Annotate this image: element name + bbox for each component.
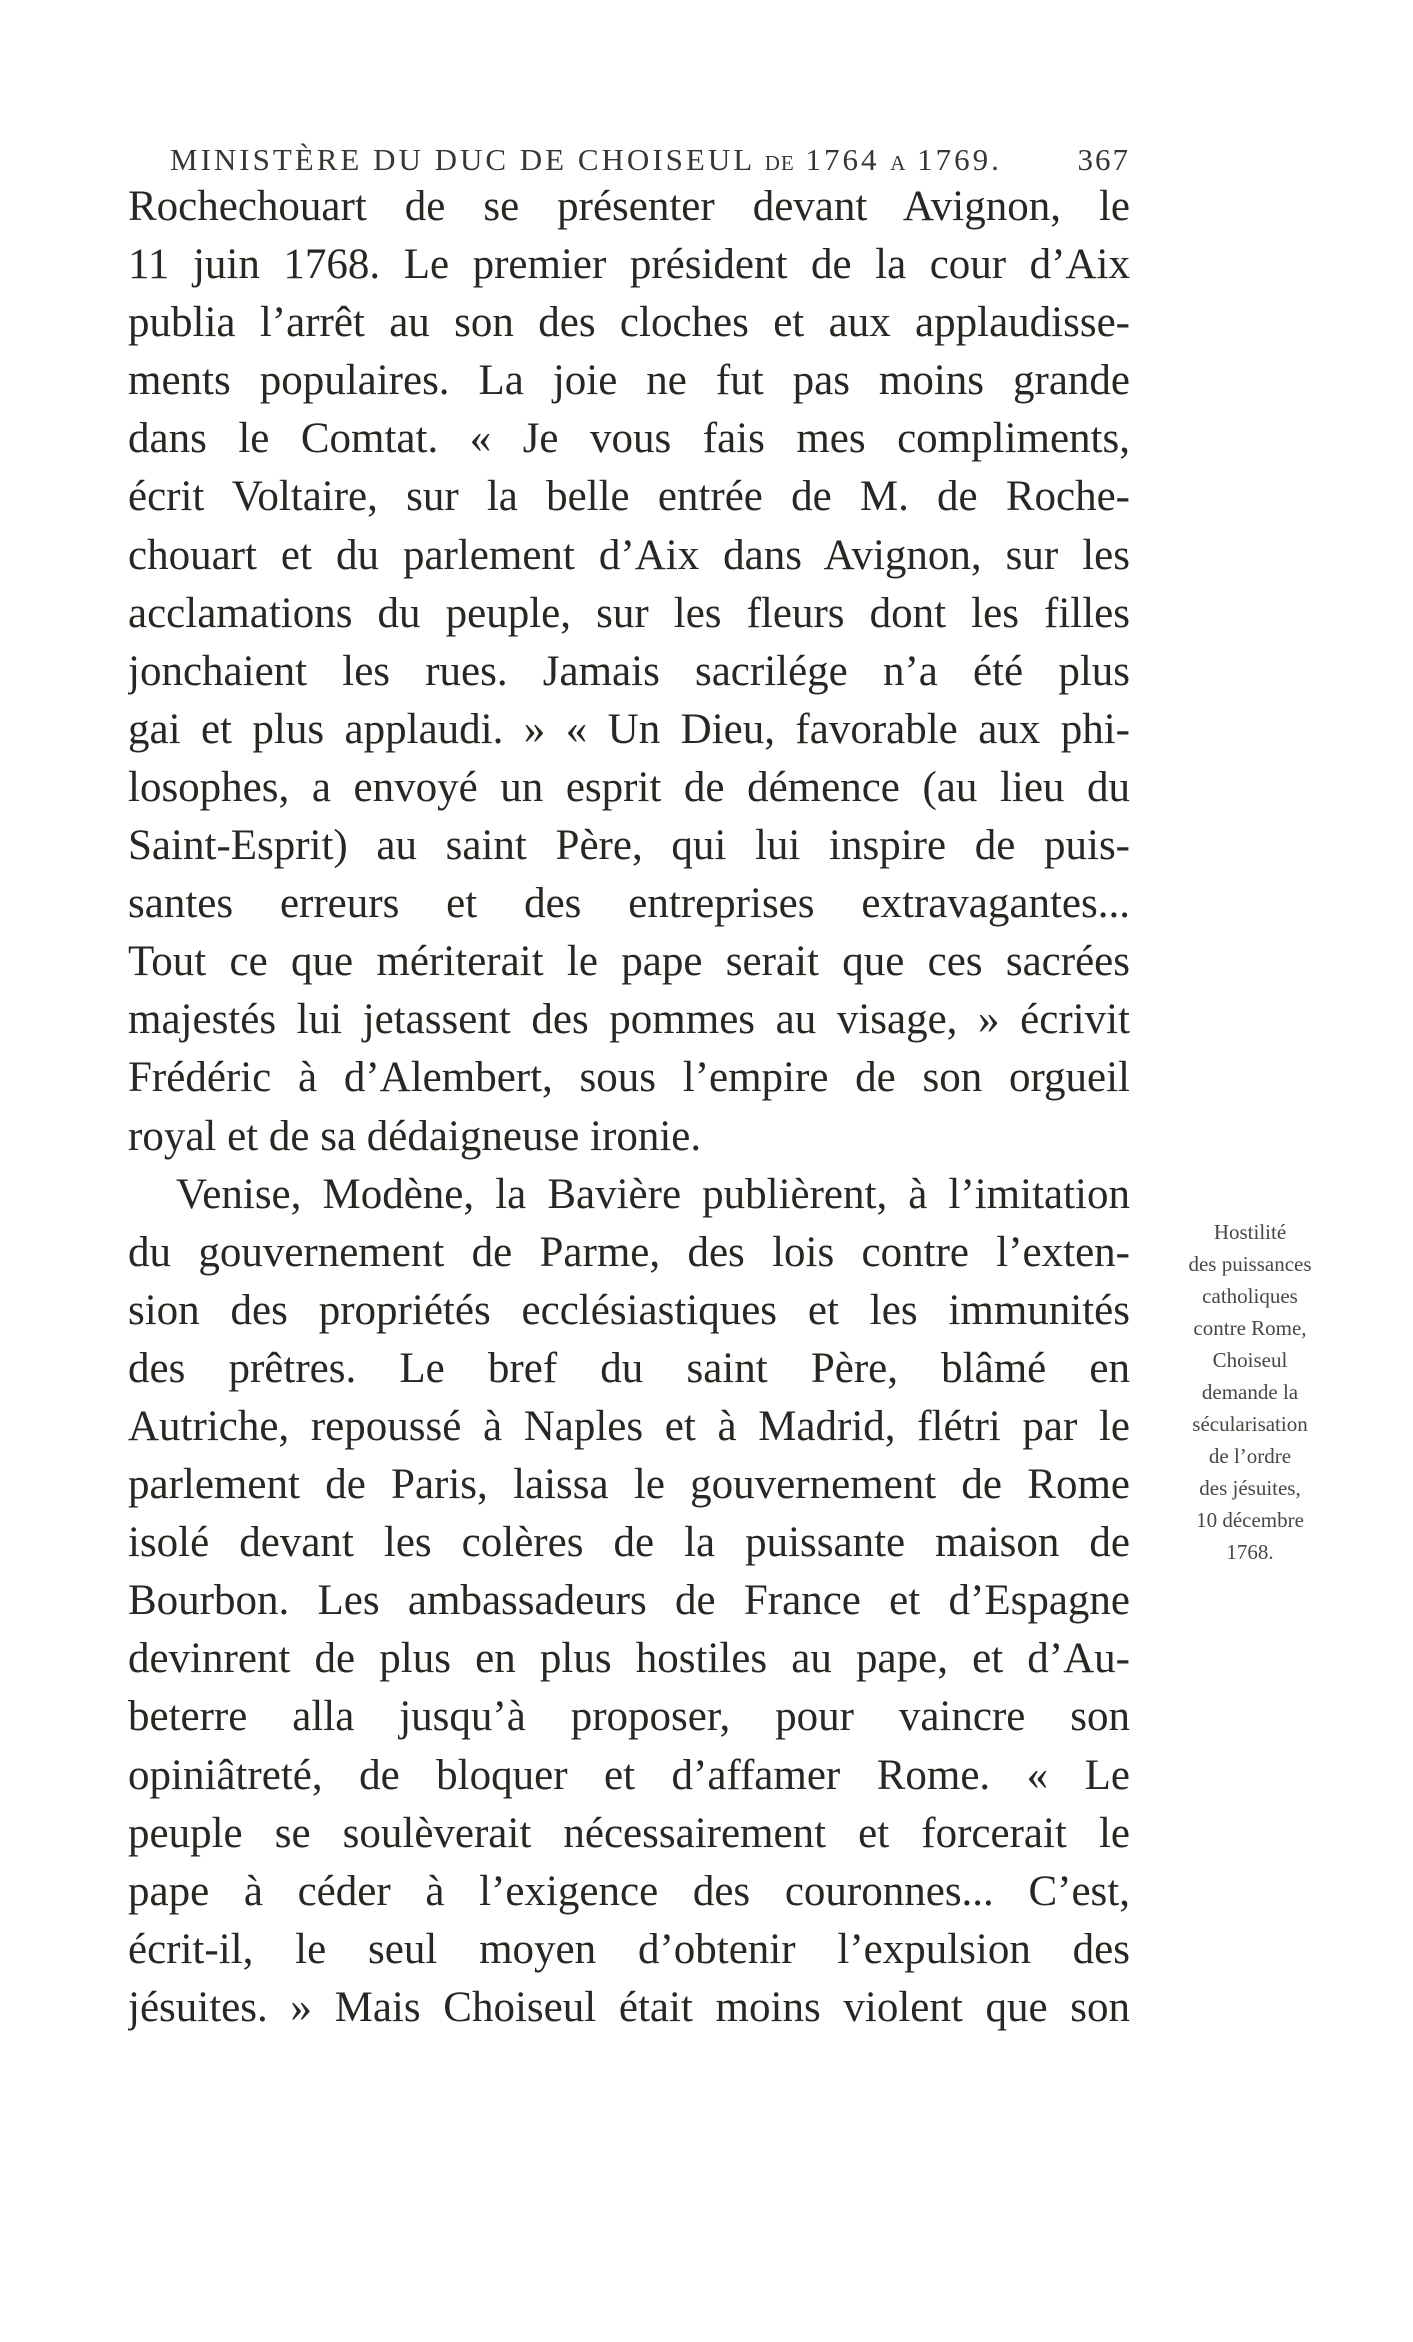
margin-note-line: contre Rome,: [1193, 1316, 1307, 1340]
running-head-from-year: 1764: [805, 142, 880, 177]
body-text: [128, 178, 1130, 2037]
text-line: isolé devant les colères de la puissante maison de: [128, 1519, 1130, 1567]
paragraph-2: [128, 1166, 1130, 2037]
text-line: du gouvernement de Parme, des lois contre l’exten-: [128, 1228, 1130, 1276]
paragraph-1: [128, 178, 1130, 1166]
running-head-title: [170, 142, 1002, 178]
margin-note-line: Hostilité: [1213, 1220, 1287, 1244]
text-line: gai et plus applaudi. » « Un Dieu, favorable aux phi-: [128, 705, 1130, 753]
margin-note-line: catholiques: [1202, 1284, 1298, 1308]
text-line: royal et de sa dédaigneuse ironie.: [128, 1112, 702, 1160]
text-line: peuple se soulèverait nécessairement et forcerait le: [128, 1809, 1130, 1857]
margin-note-line: des jésuites,: [1199, 1476, 1301, 1500]
text-line: devinrent de plus en plus hostiles au pape, et d’Au-: [128, 1635, 1130, 1683]
text-line: opiniâtreté, de bloquer et d’affamer Rome. « Le: [128, 1751, 1130, 1799]
margin-note-line: de l’ordre: [1208, 1444, 1292, 1468]
running-head-title-text: MINISTÈRE DU DUC DE CHOISEUL: [170, 142, 754, 177]
text-line: Rochechouart de se présenter devant Avignon, le: [128, 183, 1130, 230]
text-line: chouart et du parlement d’Aix dans Avignon, sur les: [128, 531, 1130, 579]
running-head-de: DE: [764, 151, 795, 175]
text-line: losophes, a envoyé un esprit de démence (au lieu du: [128, 763, 1130, 811]
text-line: 11 juin 1768. Le premier président de la cour d’Aix: [128, 241, 1130, 289]
text-line: Saint-Esprit) au saint Père, qui lui inspire de puis-: [128, 822, 1130, 870]
margin-note-line: Choiseul: [1212, 1348, 1288, 1372]
text-line: jonchaient les rues. Jamais sacrilége n’a été plus: [128, 647, 1130, 695]
text-line: dans le Comtat. « Je vous fais mes compliments,: [128, 415, 1130, 463]
text-line: Autriche, repoussé à Naples et à Madrid, flétri par le: [128, 1402, 1130, 1450]
text-line: parlement de Paris, laissa le gouvernement de Rome: [128, 1461, 1130, 1509]
text-line: Frédéric à d’Alembert, sous l’empire de son orgueil: [128, 1054, 1130, 1102]
text-line: pape à céder à l’exigence des couronnes... C’est,: [128, 1867, 1130, 1915]
text-line: écrit Voltaire, sur la belle entrée de M. de Roche-: [128, 473, 1130, 521]
text-line: jésuites. » Mais Choiseul était moins violent que son: [128, 1983, 1130, 2031]
page-number: 367: [1077, 142, 1130, 177]
text-line: Venise, Modène, la Bavière publièrent, à l’imitation: [176, 1170, 1130, 1218]
margin-note-line: des puissances: [1188, 1252, 1312, 1276]
text-line: acclamations du peuple, sur les fleurs dont les filles: [128, 589, 1130, 637]
margin-note-line: 1768.: [1226, 1540, 1274, 1564]
text-line: santes erreurs et des entreprises extravagantes...: [128, 880, 1130, 928]
text-line: écrit-il, le seul moyen d’obtenir l’expulsion des: [128, 1925, 1130, 1973]
margin-note-line: 10 décembre: [1196, 1508, 1304, 1532]
text-line: publia l’arrêt au son des cloches et aux applaudisse-: [128, 299, 1130, 347]
running-head-a: A: [890, 151, 907, 175]
text-line: ments populaires. La joie ne fut pas moins grande: [128, 357, 1130, 405]
margin-note: [1140, 1216, 1360, 1568]
text-line: sion des propriétés ecclésiastiques et les immunités: [128, 1286, 1130, 1334]
text-line: des prêtres. Le bref du saint Père, blâmé en: [128, 1344, 1130, 1392]
margin-note-line: demande la: [1201, 1380, 1299, 1404]
margin-note-line: sécularisation: [1192, 1412, 1308, 1436]
text-line: Tout ce que mériterait le pape serait que ces sacrées: [128, 938, 1130, 986]
text-line: majestés lui jetassent des pommes au visage, » écrivit: [128, 996, 1130, 1044]
text-line: Bourbon. Les ambassadeurs de France et d’Espagne: [128, 1577, 1130, 1625]
running-head-to-year: 1769.: [917, 142, 1002, 177]
text-line: beterre alla jusqu’à proposer, pour vaincre son: [128, 1693, 1130, 1741]
